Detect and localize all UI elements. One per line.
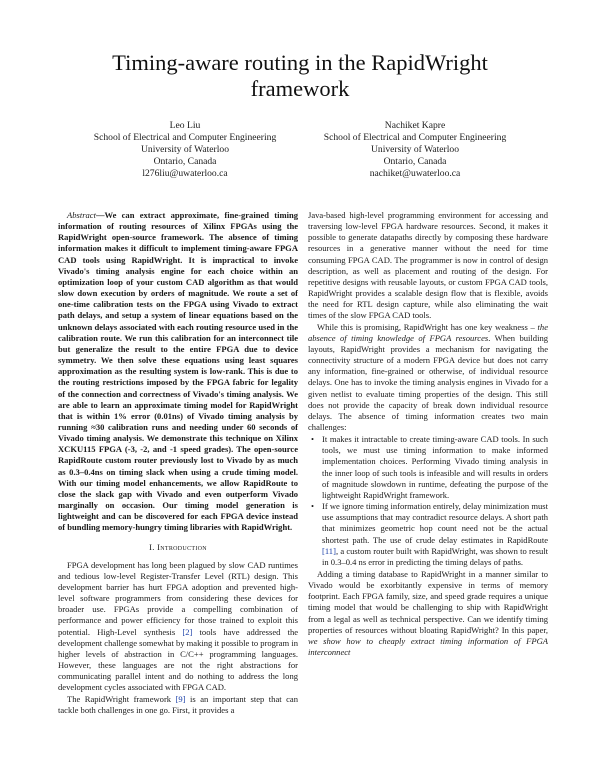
- paragraph: [308, 322, 548, 434]
- emphasis-text: the absence of timing knowledge of FPGA resources: [308, 321, 548, 343]
- citation-link[interactable]: [2]: [182, 626, 193, 637]
- paragraph: [58, 560, 298, 694]
- author-affiliation: School of Electrical and Computer Engineering: [93, 132, 277, 143]
- author-university: University of Waterloo: [370, 144, 460, 155]
- paragraph: [308, 569, 548, 658]
- bullet-list: [308, 434, 548, 568]
- section-heading: [58, 542, 298, 553]
- list-item: [308, 434, 548, 501]
- citation-link[interactable]: [11]: [322, 545, 336, 556]
- author-email: l276liu@uwaterloo.ca: [142, 168, 228, 179]
- author-email: nachiket@uwaterloo.ca: [369, 168, 461, 179]
- author-affiliation: School of Electrical and Computer Engineering: [323, 132, 507, 143]
- paragraph: [308, 210, 548, 322]
- paper-title: Timing-aware routing in the RapidWright framework: [112, 50, 488, 101]
- list-item: [308, 501, 548, 568]
- left-column: [58, 210, 298, 716]
- bullet-icon: •: [311, 434, 314, 445]
- bullet-icon: •: [311, 501, 314, 512]
- abstract-text: —We can extract approximate, fine-grained timing information of routing resources of Xilinx FPGAs using the RapidWright open-source framework. The absence of timing information makes it difficult to implement timing-aware FPGA CAD tools using RapidWright. It is impractical to invoke Vivado's timing analysis engine for each choice within an optimization loop of your custom CAD algorithm as that would slow down execution by orders of magnitude. We route a set of one-time calibration tests on the FPGA using Vivado to extract path delays, and setup a system of linear equations based on the unknown delays associated with each routing resource used in the calibration route. We run this calibration for an interconnect tile but generalize the result to the entire FPGA due to device symmetry. We then solve these equations using least squares approximation as the resulting system is low-rank. This is due to the routing restrictions imposed by the FPGA fabric for legality of the connection and correctness of Vivado's timing analysis. We are able to learn an approximate timing model for RapidWright that is within 1% error (0.01ns) of Vivado timing analysis by running ≈30 calibration runs and needing under 60 seconds of Vivado timing analysis. We demonstrate this technique on Xilinx XCKU115 FPGA (-3, -2, and -1 speed grades). The open-source RapidRoute custom router previously lost to Vivado by as much as 0.3–0.4ns on timing slack when using a crude timing model. With our timing model enhancements, we allow RapidRoute to close the slack gap with Vivado and even outperform Vivado marginally on occasion. Our timing model generation is lightweight and can be discovered for each FPGA device instead of bundling memory-hungry timing libraries with RapidWright.: [58, 210, 298, 533]
- paragraph-text: Java-based high-level programming environment for accessing and traversing low-level FPGA hardware resources. Second, it makes it possible to generate datapaths directly by composing these hardware resources in a generative manner without the need for time consuming FPGA CAD. The programmer is now in control of design description, as well as placement and routing of the design. For repetitive designs with reusable layouts, or custom FPGA CAD tools, RapidWright provides a scalable design flow that is flexible, avoids the need for RTL design capture, while also eliminating the wait times of the slow FPGA CAD tools.: [308, 210, 548, 321]
- paragraph-text: . When building layouts, RapidWright provides a mechanism for navigating the connectivity structure of a modern FPGA device but does not carry any information, fine-grained or otherwise, of individual resource delays. One has to invoke the timing analysis engines in Vivado for a given netlist to evaluate timing properties of the design. This still does not provide the capacity of break down individual resource delays. The absence of timing information creates two main challenges:: [308, 332, 548, 432]
- list-item-text: It makes it intractable to create timing-aware CAD tools. In such tools, we must use timing information to make informed implementation choices. Performing Vivado timing analysis in the inner loop of such tools is infeasible and will results in orders of magnitude slowdown in runtime, defeating the purpose of the lightweight RapidWright framework.: [322, 434, 548, 500]
- right-column: [308, 210, 548, 658]
- paragraph-text: FPGA development has long been plagued by slow CAD runtimes and tedious low-level Register-Transfer Level (RTL) design. This development barrier has hurt FPGA adoption and prevented high-level software programmers from considering these devices for broader use. FPGAs provide a compelling combination of performance and power efficiency for those trained to exploit this potential. High-Level synthesis: [58, 559, 298, 637]
- author-name: Nachiket Kapre: [384, 120, 446, 131]
- author-university: University of Waterloo: [140, 144, 230, 155]
- section-title: Introduction: [157, 541, 207, 552]
- abstract: [58, 210, 298, 534]
- paragraph-text: is an important step that can tackle both challenges in one go. First, it provides a: [58, 693, 298, 715]
- list-item-text: , a custom router built with RapidWright, was shown to result in 0.3–0.4 ns error in predicting the timing delays of paths.: [322, 545, 548, 567]
- section-numeral: I.: [149, 541, 155, 552]
- list-item-text: If we ignore timing information entirely, delay minimization must use assumptions that may contradict resource delays. A short path that minimizes geometric hop count need not be the actual shortest path. The use of crude delay estimates in RapidRoute: [322, 501, 548, 545]
- citation-link[interactable]: [9]: [175, 693, 186, 704]
- abstract-label: Abstract: [67, 210, 96, 220]
- paragraph-text: While this is promising, RapidWright has one key weakness –: [317, 321, 535, 332]
- author-block-2: [290, 120, 540, 180]
- paragraph-text: Adding a timing database to RapidWright in a manner similar to Vivado would be exorbitantly expensive in terms of memory footprint. Each FPGA family, size, and speed grade requires a unique timing model that would be challenging to ship with RapidWright from a legal as well as technical perspective. Can we identify timing properties of resources without bloating RapidWright? In this paper,: [308, 569, 548, 635]
- paragraph-text: tools have addressed the development challenge somewhat by making it possible to program in higher levels of abstraction in C/C++ programming languages. However, these languages are not the right abstractions for communicating parallel intent and do nothing to address the long development cycles associated with FPGA CAD.: [58, 626, 299, 693]
- paragraph: [58, 694, 298, 716]
- author-block-1: [60, 120, 310, 180]
- author-location: Ontario, Canada: [153, 156, 217, 167]
- author-name: Leo Liu: [169, 120, 201, 131]
- emphasis-text: we show how to cheaply extract timing information of FPGA interconnect: [308, 635, 548, 658]
- paragraph-text: The RapidWright framework: [67, 693, 172, 704]
- author-location: Ontario, Canada: [383, 156, 447, 167]
